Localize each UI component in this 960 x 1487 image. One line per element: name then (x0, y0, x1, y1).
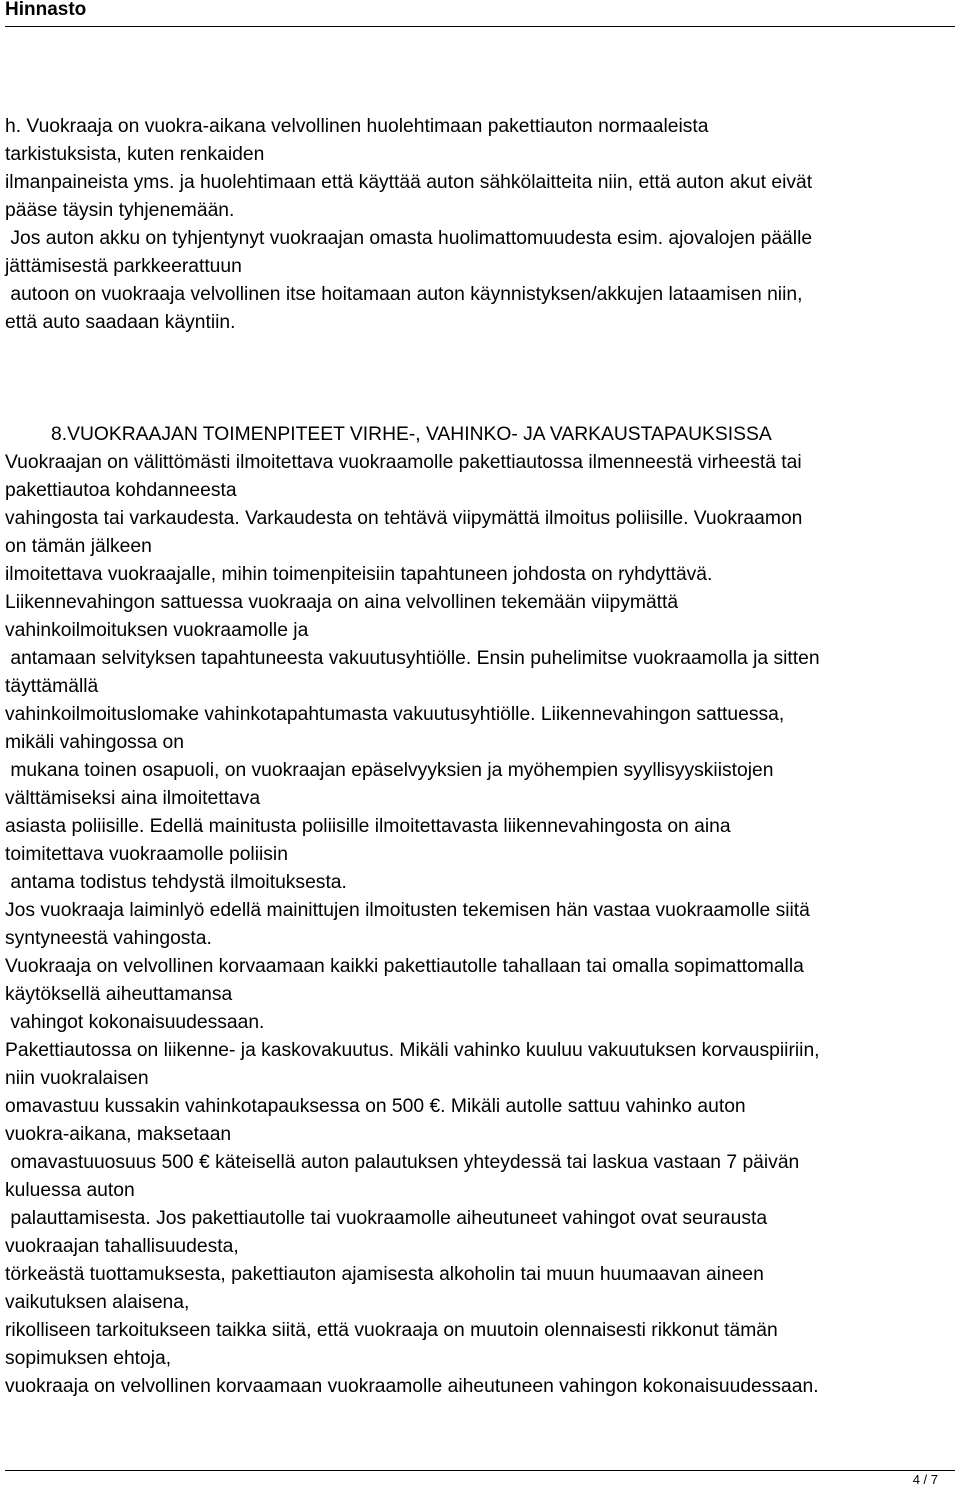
text-line: välttämiseksi aina ilmoitettava (5, 788, 261, 809)
text-line: omavastuu kussakin vahinkotapauksessa on 500 €. Mikäli autolle sattuu vahinko auton (5, 1096, 746, 1117)
text-line: omavastuuosuus 500 € käteisellä auton palautuksen yhteydessä tai laskua vastaan 7 päivän (5, 1152, 800, 1173)
text-line: autoon on vuokraaja velvollinen itse hoitamaan auton käynnistyksen/akkujen lataamisen niin, (5, 284, 803, 305)
text-line: rikolliseen tarkoitukseen taikka siitä, että vuokraaja on muutoin olennaisesti rikkonut tämän (5, 1320, 778, 1341)
text-line: mukana toinen osapuoli, on vuokraajan epäselvyyksien ja myöhempien syyllisyyskiistojen (5, 760, 774, 781)
text-line: Vuokraaja on velvollinen korvaamaan kaikki pakettiautolle tahallaan tai omalla sopimattomalla (5, 956, 804, 977)
section-heading: 8.VUOKRAAJAN TOIMENPITEET VIRHE-, VAHINKO- JA VARKAUSTAPAUKSISSA (51, 424, 772, 445)
text-line: vuokraaja on velvollinen korvaamaan vuokraamolle aiheutuneen vahingon kokonaisuudessaan. (5, 1376, 819, 1397)
text-line: vahinkoilmoituksen vuokraamolle ja (5, 620, 309, 641)
text-line: sopimuksen ehtoja, (5, 1348, 172, 1369)
text-line: vuokra-aikana, maksetaan (5, 1124, 232, 1145)
text-line: asiasta poliisille. Edellä mainitusta poliisille ilmoitettavasta liikennevahingosta on aina (5, 816, 731, 837)
text-line: tarkistuksista, kuten renkaiden (5, 144, 265, 165)
text-line: niin vuokralaisen (5, 1068, 149, 1089)
text-line: Liikennevahingon sattuessa vuokraaja on aina velvollinen tekemään viipymättä (5, 592, 679, 613)
text-line: törkeästä tuottamuksesta, pakettiauton ajamisesta alkoholin tai muun huumaavan aineen (5, 1264, 764, 1285)
text-line: antamaan selvityksen tapahtuneesta vakuutusyhtiölle. Ensin puhelimitse vuokraamolla ja sitten (5, 648, 820, 669)
footer-divider (5, 1470, 955, 1471)
text-line: pakettiautoa kohdanneesta (5, 480, 237, 501)
text-line: vahingot kokonaisuudessaan. (5, 1012, 265, 1033)
text-line: syntyneestä vahingosta. (5, 928, 212, 949)
text-line: ilmanpaineista yms. ja huolehtimaan että käyttää auton sähkölaitteita niin, että auton akut eivät (5, 172, 813, 193)
text-line: h. Vuokraaja on vuokra-aikana velvollinen huolehtimaan pakettiauton normaaleista (5, 116, 709, 137)
text-line: kuluessa auton (5, 1180, 135, 1201)
text-line: vuokraajan tahallisuudesta, (5, 1236, 239, 1257)
text-line: Vuokraajan on välittömästi ilmoitettava vuokraamolle pakettiautossa ilmenneestä virheestä tai (5, 452, 802, 473)
text-line: käytöksellä aiheuttamansa (5, 984, 233, 1005)
text-line: Pakettiautossa on liikenne- ja kaskovakuutus. Mikäli vahinko kuuluu vakuutuksen korvauspiiriin, (5, 1040, 820, 1061)
text-line: jättämisestä parkkeerattuun (5, 256, 242, 277)
text-line: ilmoitettava vuokraajalle, mihin toimenpiteisiin tapahtuneen johdosta on ryhdyttävä. (5, 564, 713, 585)
text-line: toimitettava vuokraamolle poliisin (5, 844, 288, 865)
header-divider (5, 26, 955, 27)
text-line: vahingosta tai varkaudesta. Varkaudesta on tehtävä viipymättä ilmoitus poliisille. Vuokraamon (5, 508, 803, 529)
text-line: on tämän jälkeen (5, 536, 152, 557)
text-line: Jos auton akku on tyhjentynyt vuokraajan omasta huolimattomuudesta esim. ajovalojen päälle (5, 228, 813, 249)
text-line: antama todistus tehdystä ilmoituksesta. (5, 872, 347, 893)
page-number: 4 / 7 (912, 1472, 938, 1487)
text-line: palauttamisesta. Jos pakettiautolle tai vuokraamolle aiheutuneet vahingot ovat seurausta (5, 1208, 768, 1229)
text-line: että auto saadaan käyntiin. (5, 312, 236, 333)
page-title: Hinnasto (5, 0, 87, 20)
text-line: vaikutuksen alaisena, (5, 1292, 190, 1313)
text-line: mikäli vahingossa on (5, 732, 184, 753)
text-line: Jos vuokraaja laiminlyö edellä mainittujen ilmoitusten tekemisen hän vastaa vuokraamolle siitä (5, 900, 810, 921)
text-line: täyttämällä (5, 676, 99, 697)
text-line: pääse täysin tyhjenemään. (5, 200, 235, 221)
text-line: vahinkoilmoituslomake vahinkotapahtumasta vakuutusyhtiölle. Liikennevahingon sattuessa, (5, 704, 785, 725)
